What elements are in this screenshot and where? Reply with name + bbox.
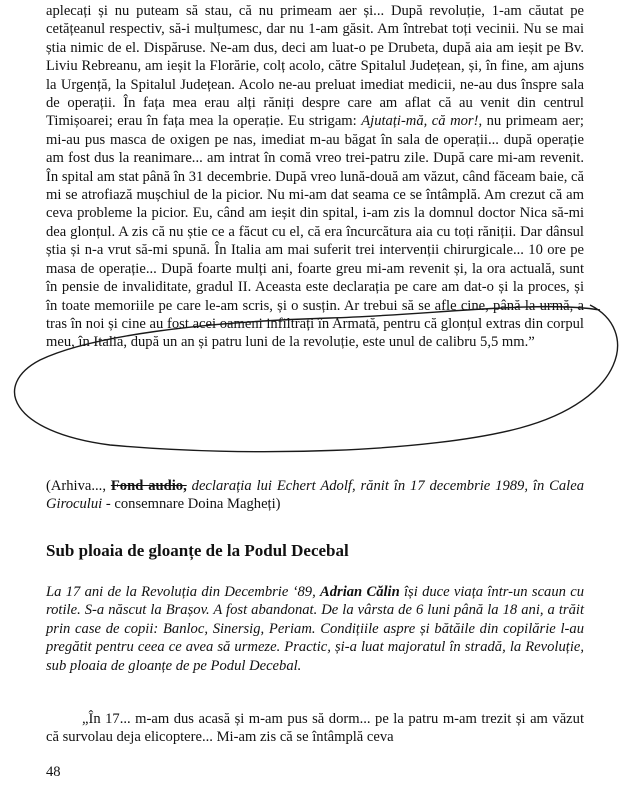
section-heading: Sub ploaia de gloanțe de la Podul Decebal bbox=[46, 541, 349, 560]
source-note-rest: declarația lui Echert Adolf, rănit în 17 decembrie 1989, în Calea Girocului bbox=[46, 478, 584, 513]
source-note-open: (Arhiva..., bbox=[46, 478, 111, 494]
intro-name: Adrian Călin bbox=[320, 584, 400, 600]
source-note-struck: Fond audio, bbox=[110, 478, 187, 494]
intro-text-b: își duce viața într-un scaun cu rotile. S-a născut la Brașov. A fost abandonat. De la vârsta de 6 luni până la 18 ani, a trăit prin case de copii: Banloc, Sinersig, Periam. Condițiile aspre și bătăile din copilărie l-au pregătit pentru ceea ce avea să urmeze. Practic, și-a luat majoratul în stradă, la Revoluție, sub ploaia de gloanțe de pe Podul Decebal. bbox=[46, 584, 584, 674]
source-note-tail: - consemnare Doina Magheți) bbox=[102, 496, 281, 513]
last-paragraph: „În 17... m-am dus acasă și m-am pus să dorm... pe la patru m-am trezit și am văzut că survolau deja elicoptere... Mi-am zis că se întâmplă ceva bbox=[46, 711, 584, 746]
intro-text-a: La 17 ani de la Revoluția din Decembrie ‘89, bbox=[46, 584, 320, 600]
testimony-paragraph bbox=[46, 2, 584, 352]
testimony-quote: Ajutați-mă, că mor! bbox=[361, 113, 479, 130]
intro-paragraph bbox=[46, 583, 584, 675]
source-note bbox=[46, 477, 584, 514]
page-number: 48 bbox=[46, 764, 61, 780]
testimony-text-c: , nu primeam aer; mi-au pus masca de oxigen pe nas, imediat m-au băgat în sala de operații... după operație am fost dus la reanimare... am intrat în comă vreo trei-patru zile. După care mi-am revenit. În spital am stat până în 31 decembrie. După vreo lună-două am văzut, când făceam baie, că mi se atrofiază mușchiul de la picior. Nu mi-am dat seama ce se întâmplă. Am crezut că am ceva probleme la picior. Eu, când am ieșit din spital, i-am zis la domnul doctor Nica să-mi dea glonțul. A zis că nu știe ce a făcut cu el, că era încurcătura aia cu toți răniții. Dar dânsul știa și n-a vrut să-mi spună. În Italia am mai suferit trei intervenții chirurgicale... 10 ore pe masa de operație... După foarte mulți ani, foarte greu mi-am revenit și, la ora actuală, sunt în pensie de invaliditate, gradul II. Aceasta este declarația pe care am dat-o și la proces, și în toate memoriile pe care le-am scris, și o susțin. Ar trebui să se afle cine, până la urmă, a tras în noi și cine au fost acei oameni infiltrați în Armată, pentru că glonțul extras din corpul meu, în Italia, după un an și patru luni de la revoluție, este unul de calibru 5,5 mm.” bbox=[46, 113, 584, 351]
testimony-text-a: aplecați și nu puteam să stau, că nu primeam aer și... După revoluție, 1-am căutat pe cetățeanul respectiv, să-i mulțumesc, dar nu 1-am găsit. Am întrebat toți vecinii. Nu se mai știa nimic de el. Dispăruse. Ne-am dus, deci am luat-o pe Drubeta, după aia am ieșit pe Bv. Liviu Rebreanu, am ieșit la Florărie, colț acolo, către Spitalul Județean, și, în fine, am ajuns la Urgență, la Spitalul Județean. Acolo ne-au preluat imediat medicii, ne-au dus înspre sala de operații. În fața mea erau alți răniți despre care am aflat că au venit din centrul Timișoarei; erau în fața mea la operație. Eu strigam: bbox=[46, 3, 584, 130]
